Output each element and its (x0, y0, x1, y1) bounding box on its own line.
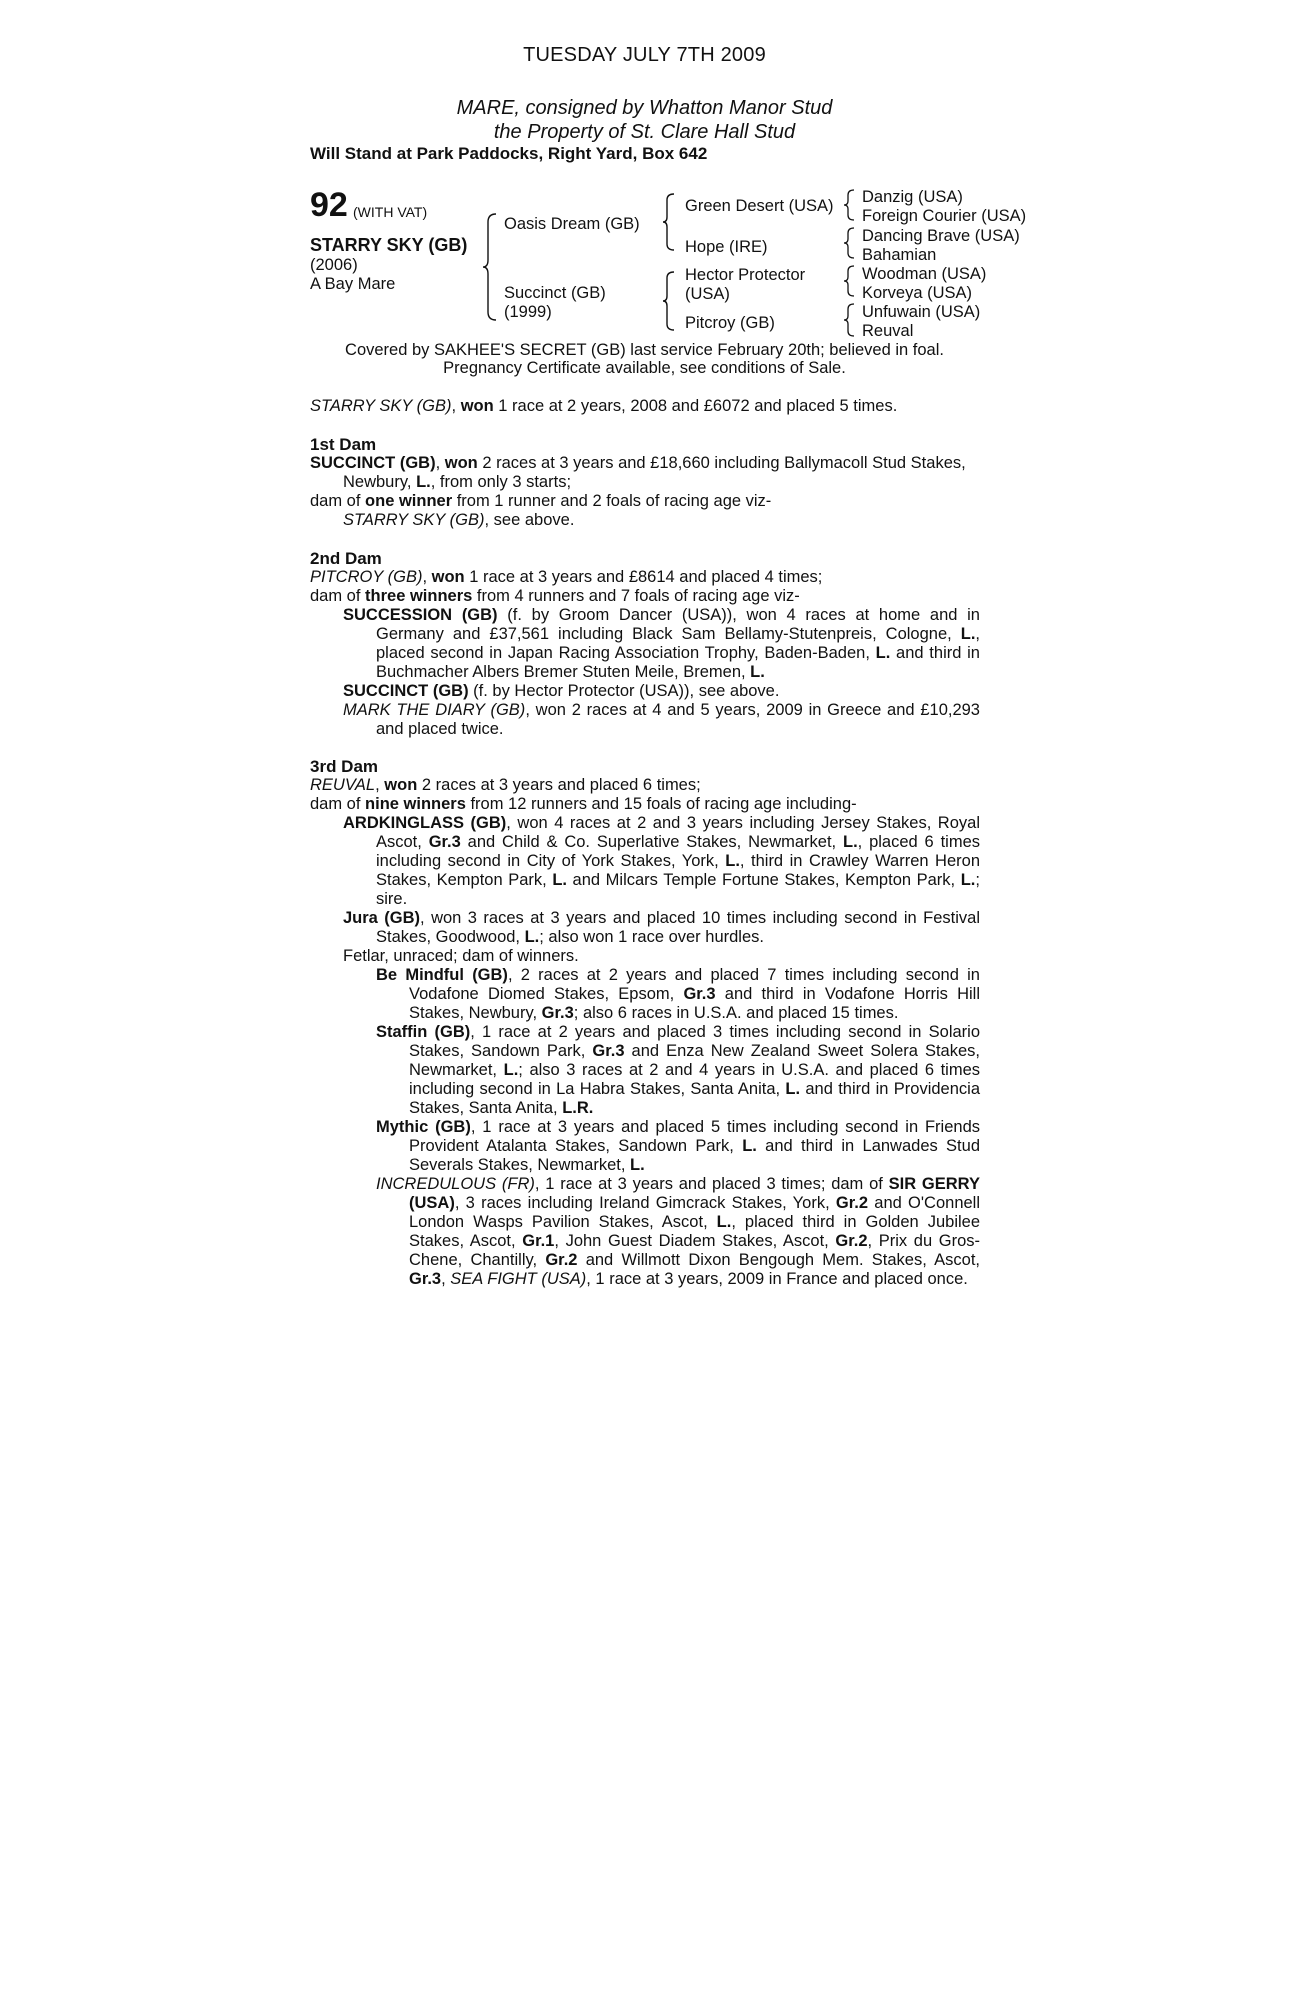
produce-record: , John Guest Diadem Stakes, Ascot, (554, 1232, 836, 1250)
pedigree-g2: Foreign Courier (USA) (862, 207, 1027, 225)
third-dam-winners: nine winners (365, 795, 466, 813)
pregnancy-note: Pregnancy Certificate available, see conditions of Sale. (443, 359, 846, 377)
produce-name: SEA FIGHT (USA) (450, 1270, 587, 1288)
produce-record: and Milcars Temple Fortune Stakes, Kempton Park, (566, 871, 961, 889)
first-dam-foal-note: , see above. (484, 511, 575, 529)
group-mark: Gr.2 (835, 1232, 868, 1250)
produce-name: SUCCINCT (GB) (343, 682, 469, 700)
produce-record: , 2 races at 2 years and placed 7 times including second in Vodafone Diomed Stakes, Epsom, (409, 966, 980, 1003)
produce-record: and Child & Co. Superlative Stakes, Newmarket, (460, 833, 843, 851)
produce-name: INCREDULOUS (FR) (376, 1175, 535, 1193)
pedigree-sire: Oasis Dream (GB) (504, 215, 640, 233)
first-dam-heading: 1st Dam (310, 435, 377, 454)
listed-mark: L. (503, 1061, 519, 1079)
pedigree-brace-g34 (843, 226, 857, 260)
pedigree-dam-sire: Hector Protector (685, 266, 806, 284)
listed-mark: L. (960, 625, 976, 643)
race-summary: STARRY SKY (GB), won 1 race at 2 years, 2008 and £6072 and placed 5 times. (310, 397, 898, 415)
first-dam-section: 1st Dam SUCCINCT (GB), won 2 races at 3 years and £18,660 including Ballymacoll Stud Stakes, Newbury, L., from only 3 starts; dam of one winner from 1 runner and 2 foals of racing age viz- STARRY SKY (GB), see above. (310, 435, 980, 530)
produce-record: , (441, 1270, 451, 1288)
summary-horse-name: STARRY SKY (GB) (310, 397, 452, 415)
second-dam-heading: 2nd Dam (310, 549, 382, 568)
second-dam-name: PITCROY (GB) (310, 568, 423, 586)
listed-mark: L. (552, 871, 567, 889)
produce-record: , placed 6 times including second in City of York Stakes, York, (376, 833, 980, 870)
produce-record: , won 3 races at 3 years and placed 10 times including second in Festival Stakes, Goodwood, (376, 909, 980, 946)
first-dam-name: SUCCINCT (GB) (310, 454, 436, 472)
first-dam-produce-label: dam of (310, 492, 366, 510)
listed-mark: L. (416, 473, 431, 491)
produce-record: ; also 3 races at 2 and 4 years in U.S.A. and placed 6 times including second in La Habra Stakes, Santa Anita, (409, 1061, 980, 1098)
produce-record: , 3 races including Ireland Gimcrack Stakes, York, (454, 1194, 836, 1212)
produce-record: , 1 race at 3 years, 2009 in France and placed once. (586, 1270, 968, 1288)
second-dam-produce: from 4 runners and 7 foals of racing age viz- (472, 587, 800, 605)
consignor-line: MARE, consigned by Whatton Manor Stud (456, 97, 833, 119)
third-dam-produce: from 12 runners and 15 foals of racing age including- (465, 795, 857, 813)
third-dam-produce-label: dam of (310, 795, 366, 813)
produce-entry (310, 682, 980, 701)
grand-produce-entry (310, 1175, 980, 1289)
listed-mark: L. (630, 1156, 645, 1174)
pedigree-g3: Dancing Brave (USA) (862, 227, 1020, 245)
group-mark: Gr.3 (541, 1004, 574, 1022)
stand-location: Will Stand at Park Paddocks, Right Yard, Box 642 (310, 144, 708, 163)
produce-name: Mythic (GB) (376, 1118, 471, 1136)
pedigree-dam-dam: Pitcroy (GB) (685, 314, 775, 332)
listed-mark: L. (742, 1137, 757, 1155)
produce-record: ; also won 1 race over hurdles. (539, 928, 764, 946)
pedigree-g4: Bahamian (862, 246, 937, 264)
group-mark: Gr.2 (835, 1194, 869, 1212)
first-dam-won: won (444, 454, 478, 472)
pedigree-brace-g56 (843, 264, 857, 298)
first-dam-record: 2 races at 3 years and £18,660 including Ballymacoll Stud Stakes, Newbury, (343, 454, 966, 491)
produce-entry (310, 701, 980, 739)
second-dam-record: 1 race at 3 years and £8614 and placed 4 times; (464, 568, 823, 586)
listed-mark: L. (842, 833, 858, 851)
pedigree-brace-sire (662, 192, 678, 252)
produce-record: ; also 6 races in U.S.A. and placed 15 times. (573, 1004, 899, 1022)
covered-note: Covered by SAKHEE'S SECRET (GB) last service February 20th; believed in foal. (345, 341, 944, 359)
pedigree-brace-g12 (843, 188, 857, 222)
second-dam-won: won (431, 568, 465, 586)
property-line: the Property of St. Clare Hall Stud (493, 121, 796, 143)
produce-entry (310, 909, 980, 947)
produce-name: ARDKINGLASS (GB) (343, 814, 507, 832)
horse-description: A Bay Mare (310, 275, 396, 293)
produce-name: Be Mindful (GB) (376, 966, 508, 984)
group-mark: Gr.3 (428, 833, 461, 851)
produce-record: and third in Lanwades Stud Severals Stakes, Newmarket, (409, 1137, 980, 1174)
produce-record: , placed second in Japan Racing Association Trophy, Baden-Baden, (376, 625, 980, 662)
pedigree-g6: Korveya (USA) (862, 284, 973, 302)
pedigree-brace-g78 (843, 302, 857, 338)
pedigree-brace-dam (662, 270, 678, 332)
pedigree-dam-sire-country: (USA) (685, 285, 730, 303)
third-dam-name: REUVAL (310, 776, 376, 794)
listed-mark: L.R. (562, 1099, 594, 1117)
produce-record: ; sire. (376, 871, 980, 908)
produce-record: , 1 race at 2 years and placed 3 times including second in Solario Stakes, Sandown Park, (409, 1023, 980, 1060)
second-dam-winners: three winners (365, 587, 473, 605)
produce-record: , third in Crawley Warren Heron Stakes, Kempton Park, (376, 852, 980, 889)
produce-name: SIR GERRY (USA) (409, 1175, 980, 1212)
produce-entry (310, 814, 980, 909)
pedigree-dam: Succinct (GB) (504, 284, 606, 302)
produce-name: SUCCESSION (GB) (343, 606, 498, 624)
listed-mark: L. (875, 644, 891, 662)
produce-record: , Prix du Gros-Chene, Chantilly, (409, 1232, 981, 1269)
foaling-year: (2006) (310, 256, 358, 274)
sale-date: TUESDAY JULY 7TH 2009 (523, 44, 766, 66)
second-dam-section: 2nd Dam PITCROY (GB), won 1 race at 3 years and £8614 and placed 4 times; dam of three winners from 4 runners and 7 foals of racing age viz- SUCCESSION (GB) (f. by Groom Dancer (USA)), won 4 races at home and in Germany and £37,561 including Black Sam Bellamy-Stutenpreis, Cologne, L., placed second in Japan Racing Association Trophy, Baden-Baden, L. and third in Buchmacher Albers Bremer Stuten Meile, Bremen, L. SUCCINCT (GB) (f. by Hector Protector (USA)), see above. MARK THE DIARY (GB), won 2 races at 4 and 5 years, 2009 in Greece and £10,293 and placed twice. (310, 549, 980, 738)
produce-name: Staffin (GB) (376, 1023, 471, 1041)
produce-record: , 1 race at 3 years and placed 3 times; dam of (534, 1175, 889, 1193)
group-mark: Gr.3 (592, 1042, 625, 1060)
group-mark: Gr.3 (409, 1270, 442, 1288)
summary-won: won (460, 397, 494, 415)
group-mark: Gr.2 (545, 1251, 578, 1269)
grand-produce-entry (310, 1118, 980, 1175)
pedigree-sire-dam: Hope (IRE) (685, 238, 768, 256)
produce-record: (f. by Groom Dancer (USA)), won 4 races at home and in Germany and £37,561 including Black Sam Bellamy-Stutenpreis, Cologne, (376, 606, 980, 643)
produce-record: (f. by Hector Protector (USA)), see above. (468, 682, 780, 700)
horse-name: STARRY SKY (GB) (310, 235, 468, 255)
produce-record: , won 4 races at 2 and 3 years including Jersey Stakes, Royal Ascot, (376, 814, 980, 851)
pedigree-g1: Danzig (USA) (862, 188, 963, 206)
second-dam-produce-label: dam of (310, 587, 366, 605)
produce-record: , placed third in Golden Jubilee Stakes, Ascot, (409, 1213, 980, 1250)
pedigree-g5: Woodman (USA) (862, 265, 987, 283)
grand-produce-entry (310, 1023, 980, 1118)
produce-record: and third in Providencia Stakes, Santa Anita, (409, 1080, 980, 1117)
listed-mark: L. (725, 852, 740, 870)
pedigree-sire-sire: Green Desert (USA) (685, 197, 834, 215)
listed-mark: L. (960, 871, 976, 889)
first-dam-foal-name: STARRY SKY (GB) (343, 511, 485, 529)
third-dam-record: 2 races at 3 years and placed 6 times; (417, 776, 701, 794)
produce-record: and Enza New Zealand Sweet Solera Stakes, Newmarket, (409, 1042, 980, 1079)
third-dam-heading: 3rd Dam (310, 757, 379, 776)
grand-produce-entry (310, 966, 980, 1023)
pedigree-brace-main (482, 212, 502, 322)
first-dam-winners: one winner (365, 492, 453, 510)
produce-record: and O'Connell London Wasps Pavilion Stakes, Ascot, (409, 1194, 980, 1231)
produce-entry: Fetlar, unraced; dam of winners. (343, 947, 579, 965)
listed-mark: L. (750, 663, 765, 681)
produce-record: , won 2 races at 4 and 5 years, 2009 in Greece and £10,293 and placed twice. (376, 701, 980, 738)
vat-note: (WITH VAT) (353, 204, 428, 220)
lot-number: 92 (310, 186, 348, 224)
summary-record: 1 race at 2 years, 2008 and £6072 and placed 5 times. (493, 397, 898, 415)
produce-record: and Willmott Dixon Bengough Mem. Stakes, Ascot, (577, 1251, 981, 1269)
pedigree-g7: Unfuwain (USA) (862, 303, 981, 321)
group-mark: Gr.1 (522, 1232, 555, 1250)
produce-entry (310, 606, 980, 682)
first-dam-produce: from 1 runner and 2 foals of racing age viz- (452, 492, 772, 510)
produce-name: Jura (GB) (343, 909, 421, 927)
pedigree-g8: Reuval (862, 322, 914, 340)
listed-mark: L. (524, 928, 540, 946)
produce-record: , 1 race at 3 years and placed 5 times including second in Friends Provident Atalanta Stakes, Sandown Park, (409, 1118, 980, 1155)
produce-record: and third in Vodafone Horris Hill Stakes, Newbury, (409, 985, 981, 1022)
listed-mark: L. (785, 1080, 801, 1098)
produce-name: MARK THE DIARY (GB) (343, 701, 526, 719)
third-dam-section: 3rd Dam REUVAL, won 2 races at 3 years and placed 6 times; dam of nine winners from 12 runners and 15 foals of racing age including- ARDKINGLASS (GB), won 4 races at 2 and 3 years including Jersey Stakes, Royal Ascot, Gr.3 and Child & Co. Superlative Stakes, Newmarket, L., placed 6 times including second in City of York Stakes, York, L., third in Crawley Warren Heron Stakes, Kempton Park, L. and Milcars Temple Fortune Stakes, Kempton Park, L.; sire. Jura (GB), won 3 races at 3 years and placed 10 times including second in Festival Stakes, Goodwood, L.; also won 1 race over hurdles. Fetlar, unraced; dam of winners. Be Mindful (GB), 2 races at 2 years and placed 7 times including second in Vodafone Diomed Stakes, Epsom, Gr.3 and third in Vodafone Horris Hill Stakes, Newbury, Gr.3; also 6 races in U.S.A. and placed 15 times. Staffin (GB), 1 race at 2 years and placed 3 times including second in Solario Stakes, Sandown Park, Gr.3 and Enza New Zealand Sweet Solera Stakes, Newmarket, L.; also 3 races at 2 and 4 years in U.S.A. and placed 6 times including second in La Habra Stakes, Santa Anita, L. and third in Providencia Stakes, Santa Anita, L.R. Mythic (GB), 1 race at 3 years and placed 5 times including second in Friends Provident Atalanta Stakes, Sandown Park, L. and third in Lanwades Stud Severals Stakes, Newmarket, L. INCREDULOUS (FR), 1 race at 3 years and placed 3 times; dam of SIR GERRY (USA), 3 races including Ireland Gimcrack Stakes, York, Gr.2 and O'Connell London Wasps Pavilion Stakes, Ascot, L., placed third in Golden Jubilee Stakes, Ascot, Gr.1, John Guest Diadem Stakes, Ascot, Gr.2, Prix du Gros-Chene, Chantilly, Gr.2 and Willmott Dixon Bengough Mem. Stakes, Ascot, Gr.3, SEA FIGHT (USA), 1 race at 3 years, 2009 in France and placed once. (310, 757, 981, 1288)
listed-mark: L. (716, 1213, 732, 1231)
third-dam-won: won (384, 776, 418, 794)
pedigree-dam-year: (1999) (504, 303, 552, 321)
produce-record: and third in Buchmacher Albers Bremer Stuten Meile, Bremen, (376, 644, 980, 681)
first-dam-starts: , from only 3 starts; (430, 473, 572, 491)
group-mark: Gr.3 (683, 985, 716, 1003)
